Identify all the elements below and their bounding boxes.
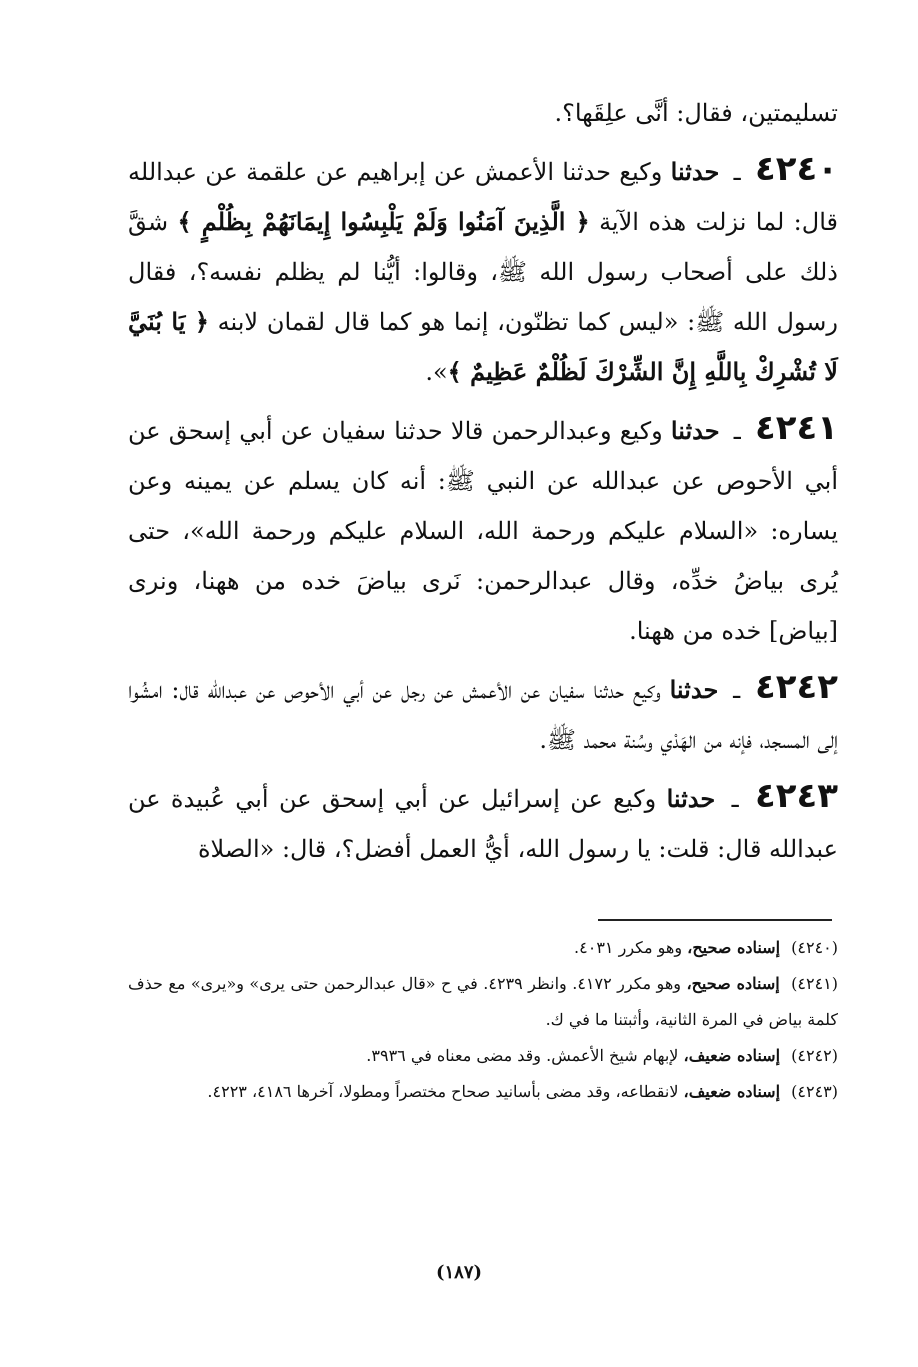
footnote-grade: إسناده صحيح، [687, 938, 781, 957]
hadith-number: ٤٢٤١ [754, 408, 838, 448]
footnote-text: لإبهام شيخ الأعمش. وقد مضى معناه في ٣٩٣٦. [366, 1046, 679, 1065]
hadith-text: وكيع حدثنا سفيان عن الأعمش عن رجل عن أبي الأحوص عن عبدالله قال: امشُوا إلى المسجد، فإنه من الهَدْي وسُنة محمد ﷺ. [128, 676, 838, 754]
hadith-text: ». [425, 358, 448, 386]
footnote-grade: إسناده صحيح، [686, 974, 780, 993]
hadith-opener: حدثنا [670, 157, 720, 186]
hadith-4240 [128, 144, 838, 397]
hadith-4241 [128, 403, 838, 656]
hadith-number: ٤٢٤٣ [754, 776, 838, 816]
hadith-dash: ـ [733, 676, 741, 704]
footnotes [128, 930, 838, 1110]
footnote-4240 [128, 930, 838, 966]
hadith-4242 [128, 662, 838, 765]
footnote-text: وهو مكرر ٤٠٣١. [574, 938, 683, 957]
hadith-opener: حدثنا [670, 416, 720, 445]
footnote-number: (٤٢٤٣) [791, 1082, 838, 1101]
hadith-4243 [128, 771, 838, 874]
footnote-separator [598, 919, 832, 921]
hadith-text: وكيع حدثنا الأعمش عن إبراهيم عن علقمة عن عبدالله قال: لما نزلت هذه الآية [128, 158, 838, 236]
quran-verse: ﴿ يَا بُنَيَّ لَا تُشْرِكْ بِاللَّهِ إِنَّ الشِّرْكَ لَظُلْمٌ عَظِيمٌ ﴾ [128, 307, 838, 386]
footnote-text: لانقطاعه، وقد مضى بأسانيد صحاح مختصراً ومطولا، آخرها ٤١٨٦، ٤٢٢٣. [207, 1082, 679, 1101]
hadith-opener: حدثنا [666, 784, 716, 813]
intro-text: تسليمتين، فقال: أنَّى علِقَها؟. [554, 99, 838, 127]
hadith-dash: ـ [733, 158, 741, 186]
footnote-grade: إسناده ضعيف، [683, 1046, 781, 1065]
footnote-text: وهو مكرر ٤١٧٢. وانظر ٤٢٣٩. في ح «قال عبدالرحمن حتى يرى» و«يرى» مع حذف كلمة بياض في المرة الثانية، وأثبتنا ما في ك. [128, 974, 838, 1029]
main-text [128, 88, 838, 880]
hadith-opener: حدثنا [669, 675, 719, 704]
footnote-number: (٤٢٤٠) [791, 938, 838, 957]
hadith-text: شقَّ ذلك على أصحاب رسول الله ﷺ، وقالوا: أيُّنا لم يظلم نفسه؟، فقال رسول الله ﷺ: «ليس كما تظنّون، إنما هو كما قال لقمان لابنه [128, 208, 838, 336]
footnote-number: (٤٢٤١) [791, 974, 838, 993]
footnote-4241 [128, 966, 838, 1038]
intro-line [128, 88, 838, 138]
hadith-number: ٤٢٤٢ [754, 667, 838, 707]
hadith-dash: ـ [731, 785, 739, 813]
hadith-text: وكيع وعبدالرحمن قالا حدثنا سفيان عن أبي إسحق عن أبي الأحوص عن عبدالله عن النبي ﷺ: أنه كان يسلم عن يمينه وعن يساره: «السلام عليكم ورحمة الله، السلام عليكم ورحمة الله»، حتى يُرى بياضُ خدِّه، وقال عبدالرحمن: نَرى بياضَ خده من ههنا، ونرى [بياض] خده من ههنا. [128, 417, 838, 645]
quran-verse: ﴿ الَّذِينَ آمَنُوا وَلَمْ يَلْبِسُوا إِيمَانَهُمْ بِظُلْمٍ ﴾ [177, 207, 590, 236]
footnote-4243 [128, 1074, 838, 1110]
footnote-4242 [128, 1038, 838, 1074]
hadith-dash: ـ [733, 417, 741, 445]
footnote-grade: إسناده ضعيف، [683, 1082, 781, 1101]
footnote-number: (٤٢٤٢) [791, 1046, 838, 1065]
hadith-number: ٤٢٤٠ [754, 149, 838, 189]
page-number: (١٨٧) [435, 1262, 483, 1283]
hadith-text: وكيع عن إسرائيل عن أبي إسحق عن أبي عُبيدة عن عبدالله قال: قلت: يا رسول الله، أيُّ العمل أفضل؟، قال: «الصلاة [128, 785, 838, 863]
